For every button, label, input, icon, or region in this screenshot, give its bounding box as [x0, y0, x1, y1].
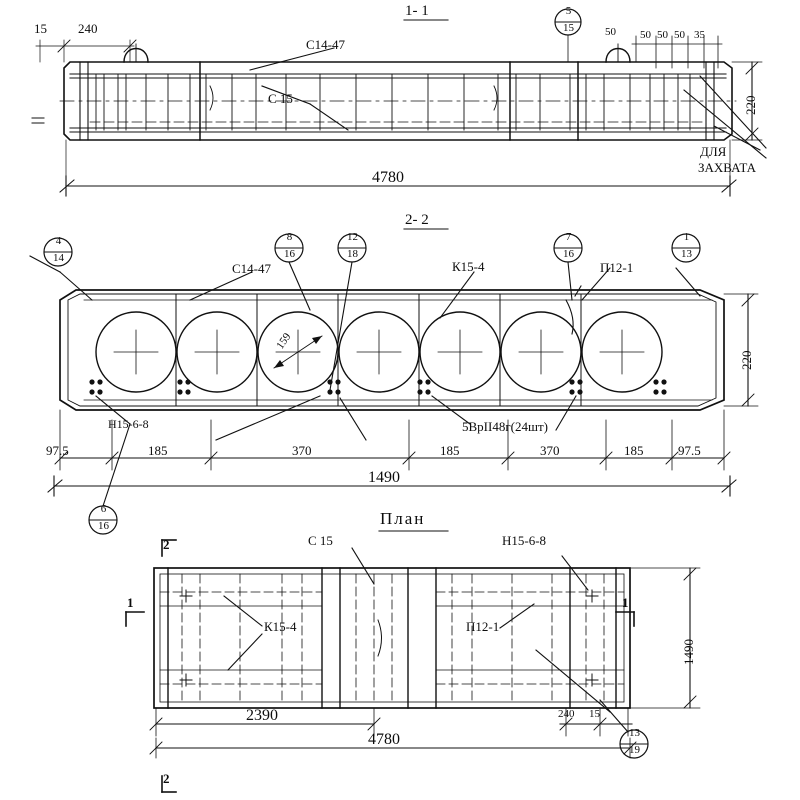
dim-total-4780-sec11: 4780: [372, 169, 404, 186]
code-c14-47-sec11: С14-47: [306, 37, 345, 52]
dim-height-220-sec11: 220: [743, 95, 758, 115]
balloon-16b-bottom: 16: [563, 248, 574, 260]
dim-240-plan: 240: [558, 708, 575, 720]
balloon-19-bottom-plan: 19: [629, 744, 640, 756]
dim-total-1490-sec22: 1490: [368, 469, 400, 486]
dim-97-5-left: 97.5: [46, 443, 69, 458]
dim-185-left: 185: [148, 443, 168, 458]
note-grip-line2: ЗАХВАТА: [698, 160, 757, 175]
code-h15-6-8-plan: Н15-6-8: [502, 533, 547, 548]
section-mark-bottom-2: 2: [163, 771, 170, 786]
dim-hole-diameter: 159: [274, 331, 294, 352]
balloon-16c-bottom: 16: [98, 520, 109, 532]
code-p12-1-plan: П12-1: [466, 619, 500, 634]
dim-top-50-b: 50: [640, 29, 651, 41]
dim-left-15: 15: [34, 21, 47, 36]
note-grip-line1: ДЛЯ: [700, 144, 727, 159]
dim-97-5-right: 97.5: [678, 443, 701, 458]
title-section-2-2: 2- 2: [405, 212, 429, 228]
dim-top-50-c: 50: [657, 29, 668, 41]
code-c15-plan: С 15: [308, 533, 333, 548]
section-mark-right-1: 1: [622, 595, 629, 610]
dim-370-right: 370: [540, 443, 560, 458]
code-k15-4-plan: К15-4: [264, 619, 297, 634]
code-p12-1-sec22: П12-1: [600, 260, 634, 275]
note-bolts: 5ВрII48г(24шт): [462, 419, 549, 434]
balloon-6-top: 6: [100, 503, 107, 515]
dim-2390-plan: 2390: [246, 707, 278, 724]
balloon-8-top: 8: [286, 231, 293, 243]
section-mark-left-1: 1: [127, 595, 134, 610]
dim-width-1490-plan: 1490: [681, 639, 696, 665]
balloon-14-bottom: 14: [53, 252, 64, 264]
balloon-12-top: 12: [347, 231, 358, 243]
dim-15-plan: 15: [589, 708, 600, 720]
dim-left-240: 240: [78, 21, 98, 36]
balloon-18-bottom: 18: [347, 248, 358, 260]
balloon-13-top-plan: 13: [629, 727, 640, 739]
dim-4780-plan: 4780: [368, 731, 400, 748]
balloon-5-top: 5: [565, 5, 572, 17]
code-c14-47-sec22: С14-47: [232, 261, 271, 276]
dim-top-35: 35: [694, 29, 705, 41]
title-plan: План: [380, 509, 426, 528]
dim-185-mid: 185: [440, 443, 460, 458]
balloon-1-top: 1: [683, 231, 690, 243]
code-h15-6-8-sec22: Н15-6-8: [108, 417, 149, 431]
code-k15-4-sec22: К15-4: [452, 259, 485, 274]
balloon-16-bottom: 16: [284, 248, 295, 260]
dim-top-50-d: 50: [674, 29, 685, 41]
code-c15-sec11: С 15: [268, 91, 293, 106]
balloon-13-bottom: 13: [681, 248, 692, 260]
dim-185-right: 185: [624, 443, 644, 458]
section-mark-top-2: 2: [163, 537, 170, 552]
dim-top-50-a: 50: [605, 26, 616, 38]
dim-370-left: 370: [292, 443, 312, 458]
balloon-4-top: 4: [55, 235, 62, 247]
dim-height-220-sec22: 220: [739, 350, 754, 370]
title-section-1-1: 1- 1: [405, 3, 429, 19]
balloon-15-bottom: 15: [563, 22, 574, 34]
balloon-7-top: 7: [565, 231, 572, 243]
